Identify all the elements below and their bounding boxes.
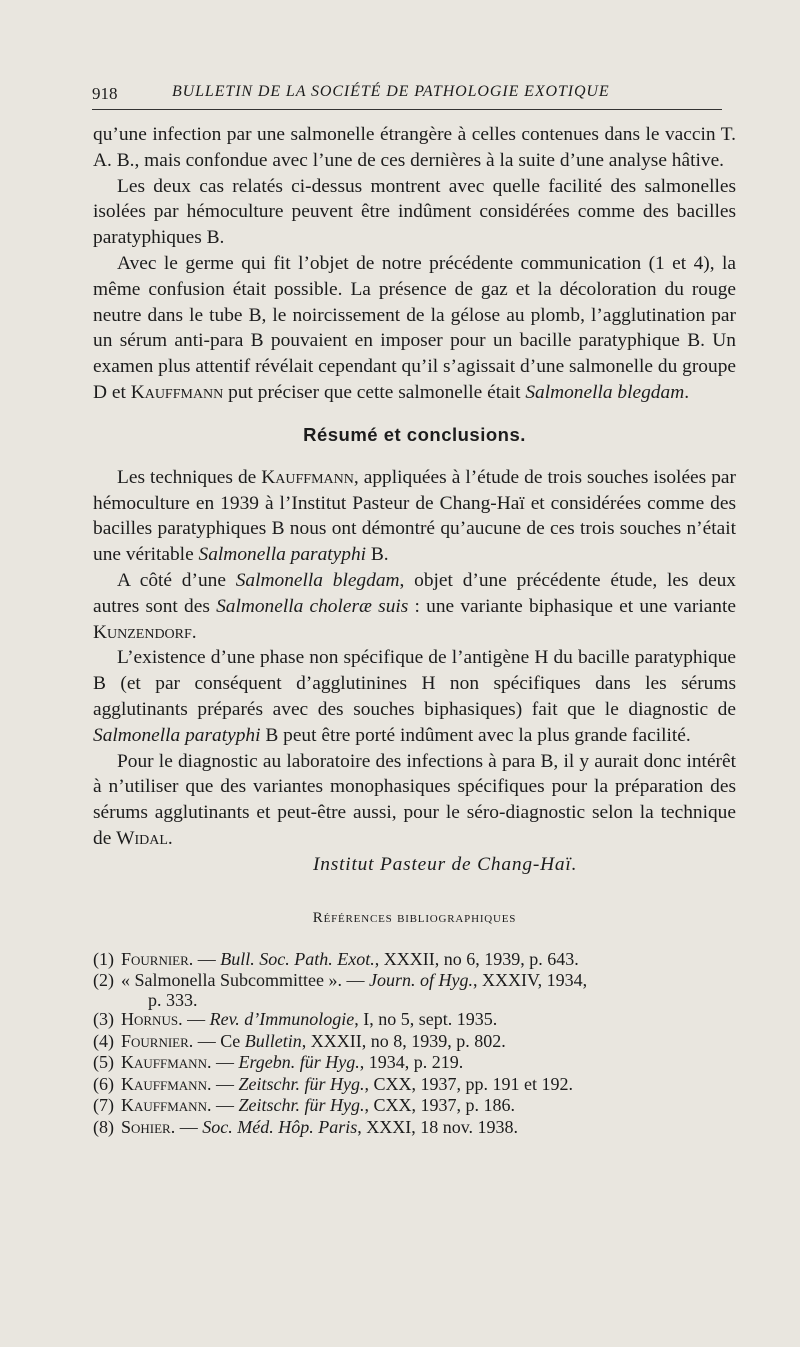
reference-separator: . — bbox=[188, 948, 221, 969]
reference-author: Hornus bbox=[121, 1008, 179, 1029]
reference-details: , I, no 5, sept. 1935. bbox=[354, 1008, 498, 1029]
species-name: Salmonella choleræ suis bbox=[216, 595, 409, 617]
reference-separator: . — bbox=[178, 1008, 210, 1029]
reference-number: (7) bbox=[93, 1095, 114, 1116]
author-name: Kauffmann bbox=[261, 466, 354, 488]
text-run: . bbox=[167, 827, 173, 849]
reference-journal: Rev. d’Immunologie bbox=[209, 1008, 355, 1029]
reference-separator: . — bbox=[170, 1116, 203, 1137]
reference-journal: Journ. of Hyg. bbox=[368, 970, 473, 991]
running-title: BULLETIN DE LA SOCIÉTÉ DE PATHOLOGIE EXOTIQUE bbox=[172, 83, 610, 100]
text-run: . bbox=[191, 621, 197, 643]
reference-separator: « Salmonella Subcommittee ». — bbox=[121, 970, 369, 991]
reference-author: Fournier bbox=[121, 948, 189, 969]
reference-details: , XXXI, 18 nov. 1938. bbox=[357, 1116, 519, 1137]
reference-separator: . — bbox=[206, 1052, 239, 1073]
reference-journal: Ergebn. für Hyg. bbox=[238, 1052, 360, 1073]
reference-journal: Zeitschr. für Hyg. bbox=[238, 1073, 365, 1094]
text-run: Pour le diagnostic au laboratoire des infections à para B, il y aurait donc intérêt à n’utiliser que des variantes monophasiques spécifiques pour la préparation des sérums agglutinants et peut-être aussi, pour le séro-diagnostic selon la technique de bbox=[93, 750, 736, 849]
paragraph-3 bbox=[93, 251, 736, 406]
reference-journal: Bulletin bbox=[244, 1030, 302, 1051]
reference-details: , CXX, 1937, pp. 191 et 192. bbox=[364, 1073, 573, 1094]
paragraph-5 bbox=[93, 568, 736, 645]
author-name: Kauffmann bbox=[130, 381, 224, 403]
reference-author: Fournier bbox=[121, 1030, 189, 1051]
reference-journal: Bull. Soc. Path. Exot. bbox=[220, 948, 375, 969]
reference-author: Kauffmann bbox=[121, 1052, 207, 1073]
reference-item bbox=[93, 970, 736, 992]
reference-item bbox=[93, 1095, 736, 1117]
reference-item bbox=[93, 1031, 736, 1053]
reference-separator: . — bbox=[206, 1073, 239, 1094]
institution-signature: Institut Pasteur de Chang-Haï. bbox=[313, 853, 578, 875]
text-run: A côté d’une bbox=[117, 569, 236, 591]
text-run: . bbox=[684, 381, 690, 403]
text-run: B peut être porté indûment avec la plus grande facilité. bbox=[260, 724, 691, 746]
species-name: Salmonella blegdam bbox=[525, 381, 685, 403]
references-list bbox=[93, 949, 736, 1139]
reference-item bbox=[93, 1052, 736, 1074]
species-name: Salmonella paratyphi bbox=[93, 724, 261, 746]
paragraph-2 bbox=[93, 174, 736, 251]
reference-separator: . — Ce bbox=[188, 1030, 245, 1051]
reference-text bbox=[121, 949, 736, 971]
reference-journal: Zeitschr. für Hyg. bbox=[238, 1095, 365, 1116]
species-name: Salmonella blegdam bbox=[235, 569, 400, 591]
text-run: Les deux cas relatés ci-dessus montrent avec quelle facilité des salmonelles isolées par hémoculture peuvent être indûment considérées comme des bacilles paratyphiques B. bbox=[93, 175, 736, 249]
text-run: Les techniques de bbox=[117, 466, 262, 488]
text-run: qu’une infection par une salmonelle étrangère à celles contenues dans le vaccin T. A. B., mais confondue avec l’une de ces dernières à la suite d’une analyse hâtive. bbox=[93, 124, 736, 171]
text-run: Avec le germe qui fit l’objet de notre précédente communication (1 et 4), la même confusion était possible. La présence de gaz et la décoloration du rouge neutre dans le tube B, le noircissement de la gélose au plomb, l’agglutination par un sérum anti-para B pouvaient en imposer pour un bacille paratyphique B. Un examen plus attentif révélait cependant qu’il s’agissait d’une salmonelle du groupe D et bbox=[93, 252, 736, 403]
reference-text bbox=[121, 970, 736, 992]
page-header bbox=[92, 80, 722, 104]
reference-number: (5) bbox=[93, 1052, 114, 1073]
reference-item bbox=[93, 1117, 736, 1139]
page-number: 918 bbox=[92, 84, 118, 103]
reference-number: (3) bbox=[93, 1008, 114, 1029]
article-body bbox=[93, 122, 736, 1138]
reference-number: (4) bbox=[93, 1030, 114, 1051]
reference-details: , 1934, p. 219. bbox=[359, 1052, 464, 1073]
section-title: Résumé et conclusions. bbox=[303, 423, 526, 445]
reference-number: (1) bbox=[93, 948, 114, 969]
reference-number: (2) bbox=[93, 970, 114, 991]
paragraph-4 bbox=[93, 465, 736, 568]
references-title: Références bibliographiques bbox=[312, 909, 517, 926]
reference-text bbox=[121, 1117, 736, 1139]
reference-text bbox=[121, 1074, 736, 1096]
reference-author: Kauffmann bbox=[121, 1073, 207, 1094]
author-name: Widal bbox=[116, 827, 168, 849]
reference-author: Kauffmann bbox=[121, 1095, 207, 1116]
reference-number: (8) bbox=[93, 1116, 114, 1137]
header-rule bbox=[92, 109, 722, 110]
paragraph-6 bbox=[93, 645, 736, 748]
text-run: put préciser que cette salmonelle était bbox=[223, 381, 526, 403]
reference-separator: . — bbox=[206, 1095, 239, 1116]
author-name: Kunzendorf bbox=[93, 621, 192, 643]
reference-text bbox=[121, 1052, 736, 1074]
reference-number: (6) bbox=[93, 1073, 114, 1094]
paragraph-7 bbox=[93, 749, 736, 852]
reference-item bbox=[93, 1074, 736, 1096]
text-run: B. bbox=[366, 544, 389, 566]
reference-text bbox=[121, 1031, 736, 1053]
reference-item bbox=[93, 949, 736, 971]
paragraph-1 bbox=[93, 122, 736, 174]
reference-details: , XXXII, no 6, 1939, p. 643. bbox=[374, 948, 579, 969]
reference-text bbox=[121, 1095, 736, 1117]
text-run: , appliquées à l’étude de trois souches isolées par hémoculture en 1939 à l’Institut Pasteur de Chang-Haï et considérées comme des bacilles paratyphiques B nous ont démontré qu’aucune de ces trois souches n’était une véritable bbox=[93, 466, 736, 566]
species-name: Salmonella paratyphi bbox=[198, 544, 367, 566]
reference-item bbox=[93, 1009, 736, 1031]
text-run: , objet d’une précédente étude, les deux autres sont des bbox=[93, 569, 737, 617]
reference-journal: Soc. Méd. Hôp. Paris bbox=[202, 1116, 358, 1137]
reference-details: , XXXII, no 8, 1939, p. 802. bbox=[301, 1030, 506, 1051]
reference-details: , CXX, 1937, p. 186. bbox=[364, 1095, 515, 1116]
reference-author: Sohier bbox=[121, 1116, 171, 1137]
reference-text bbox=[121, 1009, 736, 1031]
reference-details: , XXXIV, 1934, bbox=[472, 970, 588, 991]
reference-continuation: p. 333. bbox=[148, 989, 198, 1010]
text-run: : une variante biphasique et une variante bbox=[408, 595, 736, 617]
text-run: L’existence d’une phase non spécifique de l’antigène H du bacille paratyphique B (et par conséquent d’agglutinines H non spécifiques dans les sérums agglutinants préparés avec des souches biphasiques) fait que le diagnostic de bbox=[93, 647, 736, 720]
